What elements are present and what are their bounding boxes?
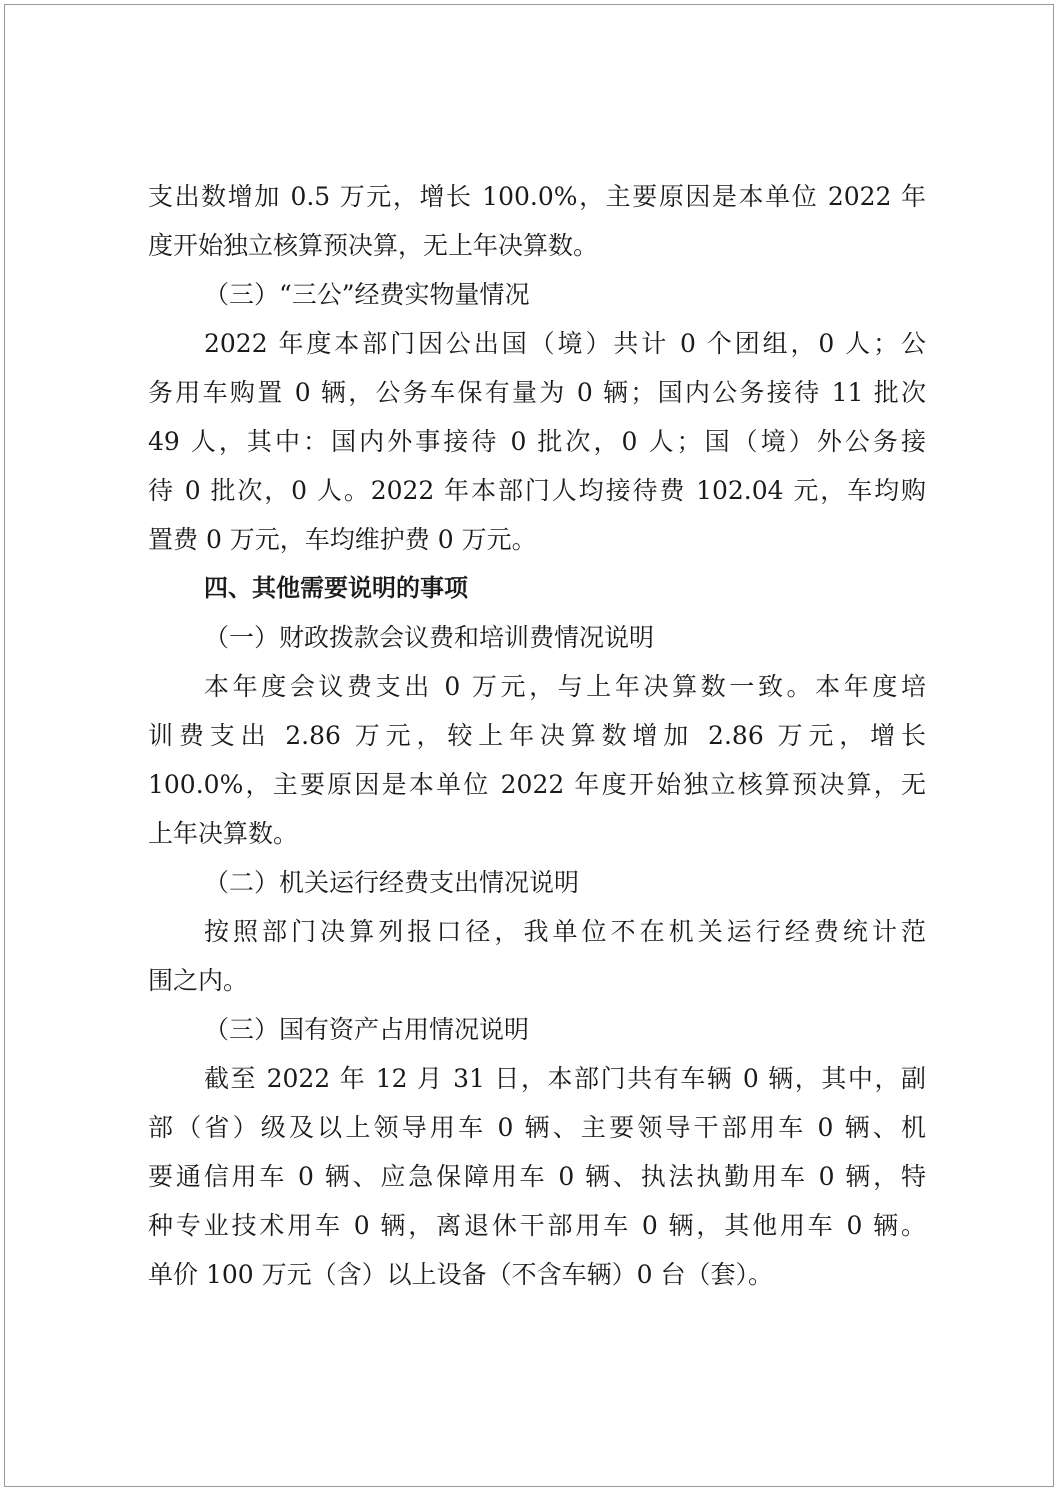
subsection-heading: （三）“三公”经费实物量情况 <box>204 280 530 309</box>
paragraph-line: 置费 0 万元，车均维护费 0 万元。 <box>148 525 537 554</box>
paragraph-line: 待 0 批次，0 人。2022 年本部门人均接待费 102.04 元，车均购 <box>148 476 926 505</box>
section-heading: 四、其他需要说明的事项 <box>204 574 468 602</box>
paragraph-line: 100.0%，主要原因是本单位 2022 年度开始独立核算预决算，无 <box>148 770 926 799</box>
paragraph-line: 2022 年度本部门因公出国（境）共计 0 个团组，0 人；公 <box>204 329 926 358</box>
document-body <box>148 172 926 1299</box>
paragraph-line: 上年决算数。 <box>148 819 299 848</box>
paragraph-line: 训费支出 2.86 万元，较上年决算数增加 2.86 万元，增长 <box>148 721 926 750</box>
paragraph-line: 按照部门决算列报口径，我单位不在机关运行经费统计范 <box>204 917 926 946</box>
paragraph-line: 围之内。 <box>148 966 249 995</box>
subsection-heading: （一）财政拨款会议费和培训费情况说明 <box>204 623 655 652</box>
paragraph-line: 本年度会议费支出 0 万元，与上年决算数一致。本年度培 <box>204 672 926 701</box>
paragraph-line: 支出数增加 0.5 万元，增长 100.0%，主要原因是本单位 2022 年 <box>148 182 926 211</box>
paragraph-line: 种专业技术用车 0 辆，离退休干部用车 0 辆，其他用车 0 辆。 <box>148 1211 926 1240</box>
paragraph-line: 部（省）级及以上领导用车 0 辆、主要领导干部用车 0 辆、机 <box>148 1113 926 1142</box>
paragraph-line: 截至 2022 年 12 月 31 日，本部门共有车辆 0 辆，其中，副 <box>204 1064 926 1093</box>
subsection-heading: （三）国有资产占用情况说明 <box>204 1015 530 1044</box>
paragraph-line: 49 人，其中：国内外事接待 0 批次，0 人；国（境）外公务接 <box>148 427 926 456</box>
paragraph-line: 务用车购置 0 辆，公务车保有量为 0 辆；国内公务接待 11 批次 <box>148 378 926 407</box>
subsection-heading: （二）机关运行经费支出情况说明 <box>204 868 580 897</box>
paragraph-line: 要通信用车 0 辆、应急保障用车 0 辆、执法执勤用车 0 辆，特 <box>148 1162 926 1191</box>
paragraph-line: 单价 100 万元（含）以上设备（不含车辆）0 台（套）。 <box>148 1260 773 1289</box>
paragraph-line: 度开始独立核算预决算，无上年决算数。 <box>148 231 599 260</box>
